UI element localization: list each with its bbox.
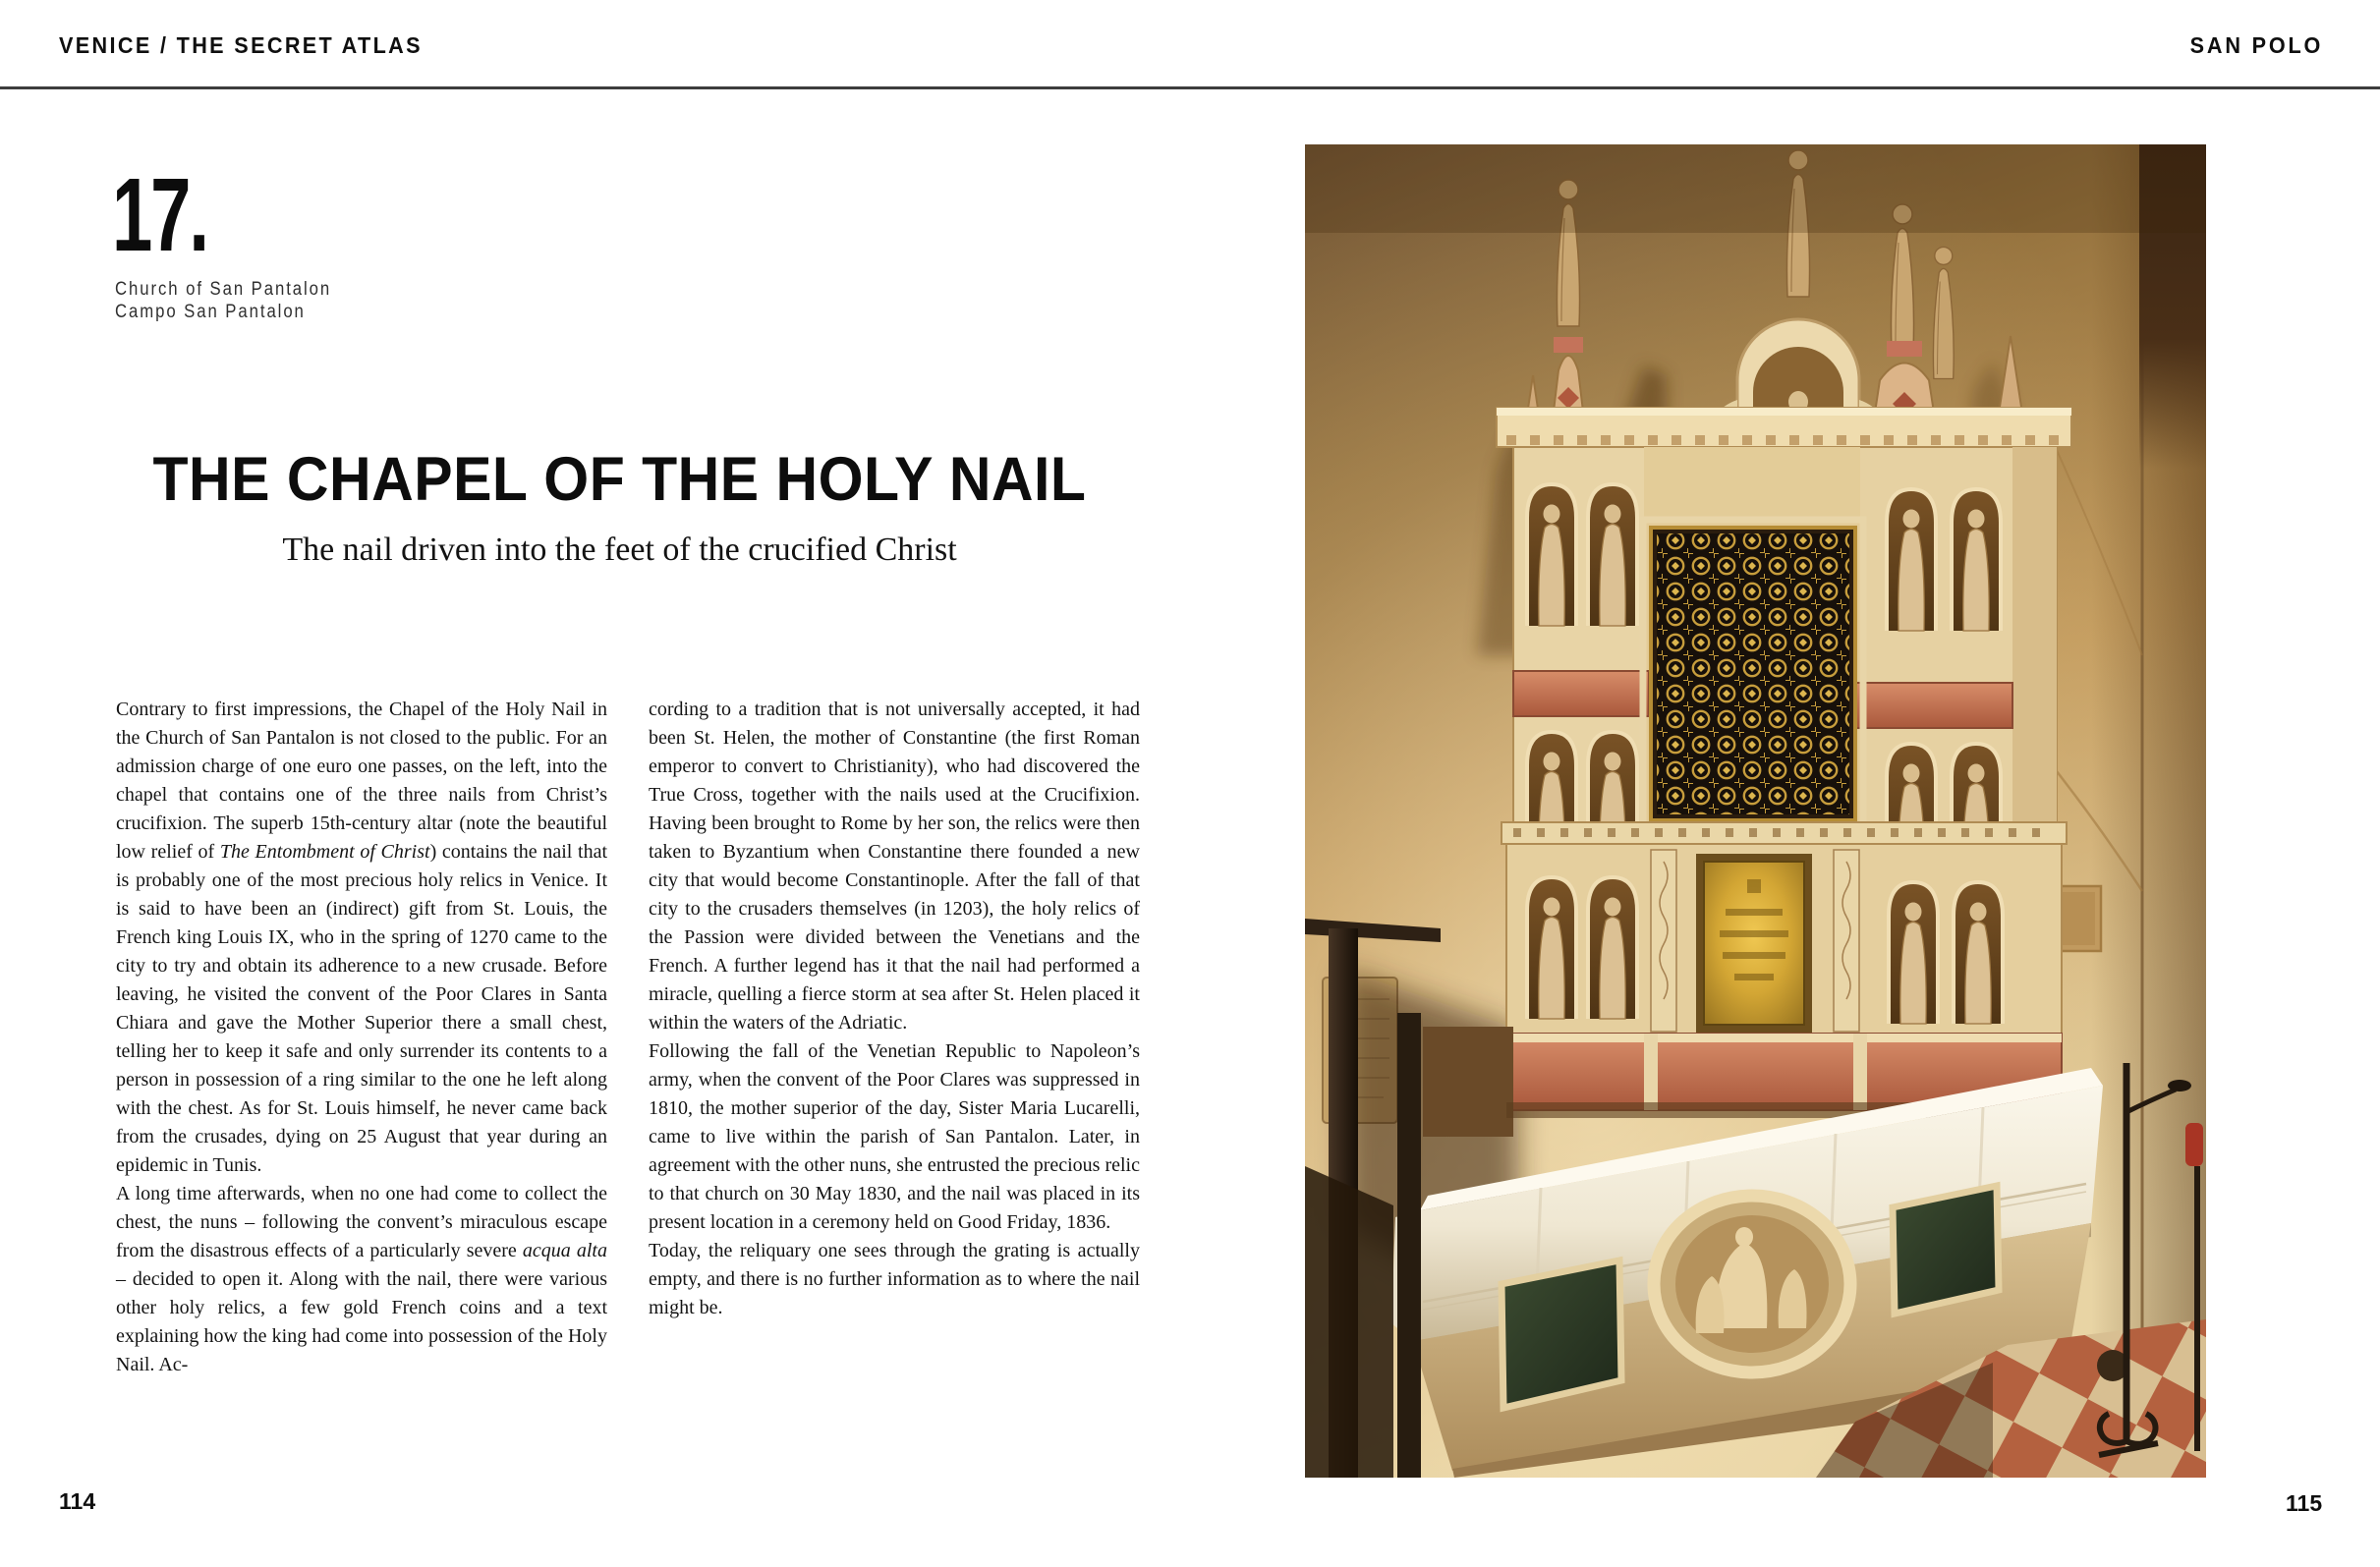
text-run: A long time afterwards, when no one had come to collect the chest, the nuns – following the convent’s miraculous escape from the disastrous effects of a particularly severe <box>116 1183 607 1261</box>
dark-stone-block <box>1423 1027 1513 1137</box>
article-subtitle: The nail driven into the feet of the crucified Christ <box>282 532 957 568</box>
article-column-1 <box>116 696 607 1379</box>
paragraph: Following the fall of the Venetian Republic to Napoleon’s army, when the convent of the Poor Clares was suppressed in 1810, the mother superior of the day, Sister Maria Lucarelli, came to live within the parish of San Pantalon. Later, in agreement with the other nuns, she entrusted the precious relic to that church on 30 May 1830, and the nail was placed in its present location in a ceremony held on Good Friday, 1836. <box>649 1040 1140 1233</box>
running-head-left: VENICE / THE SECRET ATLAS <box>59 32 423 58</box>
chapter-location <box>115 278 331 323</box>
red-votive-glass <box>2185 1123 2203 1166</box>
chapter-location-line1: Church of San Pantalon <box>115 279 332 300</box>
header-rule <box>0 86 2380 89</box>
pink-marble-canopy <box>1513 671 1649 716</box>
entombment-relief-medallion <box>1654 1196 1850 1372</box>
gilded-grating <box>1643 520 1863 828</box>
altar-photo <box>1305 144 2206 1478</box>
italic-run: The Entombment of Christ <box>219 841 430 863</box>
text-run: ) contains the nail that is probably one of the most precious holy relics in Venice. It is said to have been an (indirect) gift from St. Louis, the French king Louis IX, who in the spring of 1270 came to the city to try and obtain its adherence to a new crusade. Before leaving, he visited the convent of the Poor Clares in Santa Chiara and gave the Mother Superior there a small chest, telling her to keep it safe and only surrender its contents to a person in possession of a ring similar to the one he left along with the chest. As for St. Louis himself, he never came back from the crusades, dying on 25 August that year during an epidemic in Tunis. <box>116 841 607 1176</box>
altar-cornice <box>1497 408 2071 447</box>
altar-lower-tier <box>1506 844 2062 1034</box>
running-head-right: SAN POLO <box>2189 32 2323 58</box>
article-title: THE CHAPEL OF THE HOLY NAIL <box>152 444 1087 514</box>
paragraph: Today, the reliquary one sees through the grating is actually empty, and there is no further information as to where the nail might be. <box>649 1240 1140 1318</box>
chapter-location-line2: Campo San Pantalon <box>115 302 306 322</box>
paragraph <box>116 1180 607 1379</box>
altar-string-course <box>1502 822 2067 844</box>
pink-marble-canopy <box>1855 683 2012 728</box>
photo-vignette <box>1305 144 2206 233</box>
article-column-2 <box>649 696 1140 1322</box>
italic-run: acqua alta <box>522 1240 607 1261</box>
altar-photo-art <box>1305 144 2206 1478</box>
text-run: Contrary to first impressions, the Chapel of the Holy Nail in the Church of San Pantalon is not closed to the public. For an admission charge of one euro one passes, on the left, into the chapel that contains one of the three nails from Christ’s crucifixion. The superb 15th-century altar (note the beautiful low relief of <box>116 699 607 863</box>
paragraph: cording to a tradition that is not universally accepted, it had been St. Helen, the mother of Constantine (the first Roman emperor to convert to Christianity), who had discovered the True Cross, together with the nails used at the Crucifixion. Having been brought to Rome by her son, the relics were then taken to Byzantium when Constantine there founded a new city that would become Constantinople. After the fall of that city to the crusaders themselves (in 1203), the holy relics of the Passion were divided between the Venetians and the French. A further legend has it that the nail had performed a miracle, quelling a fierce storm at sea after St. Helen placed it within the waters of the Adriatic. <box>649 699 1140 1034</box>
altar-body <box>1513 447 2057 885</box>
page-number-right: 115 <box>2286 1490 2323 1516</box>
text-run: – decided to open it. Along with the nail, there were various other holy relics, a few gold French coins and a text explaining how the king had come into possession of the Holy Nail. Ac- <box>116 1268 607 1375</box>
paragraph <box>116 696 607 1180</box>
chapter-number: 17. <box>112 157 207 273</box>
page-number-left: 114 <box>59 1488 96 1514</box>
gold-reliquary-plaque <box>1696 854 1812 1033</box>
